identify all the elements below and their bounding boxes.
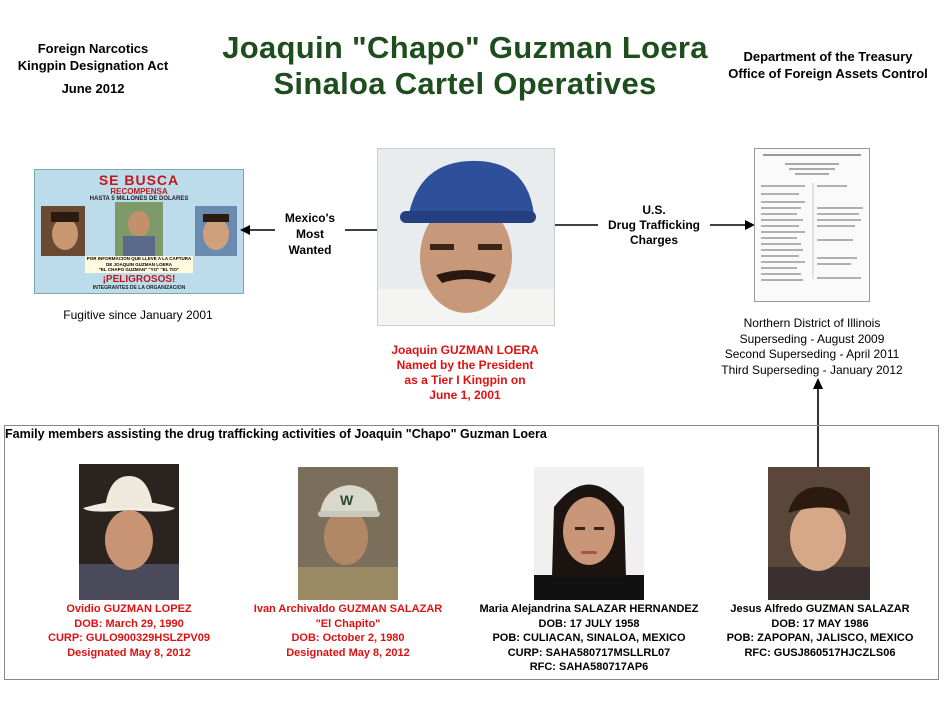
act-line-2: Kingpin Designation Act xyxy=(17,58,169,73)
poster-photo-left xyxy=(41,206,85,256)
poster-photo-center xyxy=(115,202,163,256)
member-jesus xyxy=(712,602,928,660)
member-ovidio-dob: DOB: March 29, 1990 xyxy=(74,617,184,630)
member-jesus-pob: POB: ZAPOPAN, JALISCO, MEXICO xyxy=(726,632,914,644)
member-ovidio xyxy=(22,602,236,660)
member-ivan-name: Ivan Archivaldo GUZMAN SALAZAR xyxy=(253,603,443,615)
agency-line-1: Department of the Treasury xyxy=(743,49,913,64)
ovidio-photo xyxy=(79,464,179,600)
act-name xyxy=(8,40,178,97)
member-ivan-designated: Designated May 8, 2012 xyxy=(286,646,410,659)
poster-info-3: "EL CHAPO GUZMAN" "YO" "EL TIO" xyxy=(98,267,180,272)
member-ivan-alias: "El Chapito" xyxy=(315,617,381,630)
act-line-1: Foreign Narcotics xyxy=(37,41,149,56)
poster-integrantes: INTEGRANTES DE LA ORGANIZACION xyxy=(92,285,186,291)
member-maria xyxy=(464,602,714,675)
court-line-1: Northern District of Illinois xyxy=(743,316,881,330)
act-date: June 2012 xyxy=(61,81,125,96)
family-heading: Family members assisting the drug trafficking activities of Joaquin "Chapo" Guzman Loera xyxy=(5,427,547,441)
member-maria-pob: POB: CULIACAN, SINALOA, MEXICO xyxy=(492,632,686,644)
jesus-photo xyxy=(768,467,870,600)
mexico-label-3: Wanted xyxy=(288,243,332,257)
page-title xyxy=(200,30,730,102)
agency-line-2: Office of Foreign Assets Control xyxy=(728,66,928,81)
title-line-2: Sinaloa Cartel Operatives xyxy=(273,66,657,101)
kingpin-caption xyxy=(365,343,565,403)
maria-photo xyxy=(534,467,644,600)
member-ovidio-name: Ovidio GUZMAN LOPEZ xyxy=(66,603,192,615)
member-maria-dob: DOB: 17 JULY 1958 xyxy=(538,617,640,630)
member-ovidio-designated: Designated May 8, 2012 xyxy=(67,646,191,659)
wanted-poster xyxy=(34,169,244,294)
poster-amount: HASTA 5 MILLONES DE DOLARES xyxy=(89,196,189,202)
member-jesus-name: Jesus Alfredo GUZMAN SALAZAR xyxy=(730,603,910,615)
poster-info xyxy=(85,256,193,273)
us-label-3: Charges xyxy=(629,233,679,247)
poster-info-2: DE JOAQUIN GUZMAN LOERA xyxy=(105,261,172,267)
agency-name xyxy=(712,48,944,82)
kingpin-name: Joaquin GUZMAN LOERA xyxy=(391,343,539,357)
member-ivan xyxy=(240,602,456,660)
poster-se-busca: SE BUSCA xyxy=(98,172,180,188)
member-ivan-dob: DOB: October 2, 1980 xyxy=(291,632,405,644)
member-maria-name: Maria Alejandrina SALAZAR HERNANDEZ xyxy=(479,603,699,615)
kingpin-line-3: as a Tier I Kingpin on xyxy=(404,373,526,387)
court-caption xyxy=(712,316,912,378)
poster-recompensa: RECOMPENSA xyxy=(110,187,168,196)
fugitive-caption: Fugitive since January 2001 xyxy=(63,308,213,322)
us-label xyxy=(598,203,710,248)
member-jesus-rfc: RFC: GUSJ860517HJCZLS06 xyxy=(744,646,896,659)
member-maria-rfc: RFC: SAHA580717AP6 xyxy=(529,661,649,673)
svg-text:W: W xyxy=(340,492,354,508)
guzman-portrait xyxy=(377,148,555,326)
member-maria-curp: CURP: SAHA580717MSLLRL07 xyxy=(507,646,671,659)
kingpin-line-2: Named by the President xyxy=(396,358,534,372)
mexico-label xyxy=(275,210,345,258)
kingpin-line-4: June 1, 2001 xyxy=(429,388,501,402)
title-line-1: Joaquin "Chapo" Guzman Loera xyxy=(222,30,708,65)
indictment-document xyxy=(754,148,870,302)
court-line-3: Second Superseding - April 2011 xyxy=(724,347,900,361)
ivan-photo xyxy=(298,467,398,600)
us-label-2: Drug Trafficking xyxy=(607,218,700,232)
court-line-4: Third Superseding - January 2012 xyxy=(721,362,903,377)
mexico-label-1: Mexico's xyxy=(284,211,336,225)
mexico-label-2: Most xyxy=(296,227,324,241)
member-jesus-dob: DOB: 17 MAY 1986 xyxy=(771,617,869,630)
poster-photo-right xyxy=(195,206,237,256)
us-label-1: U.S. xyxy=(642,203,666,217)
court-line-2: Superseding - August 2009 xyxy=(739,331,885,346)
member-ovidio-curp: CURP: GULO900329HSLZPV09 xyxy=(48,632,210,644)
poster-info-1: POR INFORMACION QUE LLEVE A LA CAPTURA xyxy=(86,256,192,261)
poster-peligrosos: ¡PELIGROSOS! xyxy=(102,274,176,285)
